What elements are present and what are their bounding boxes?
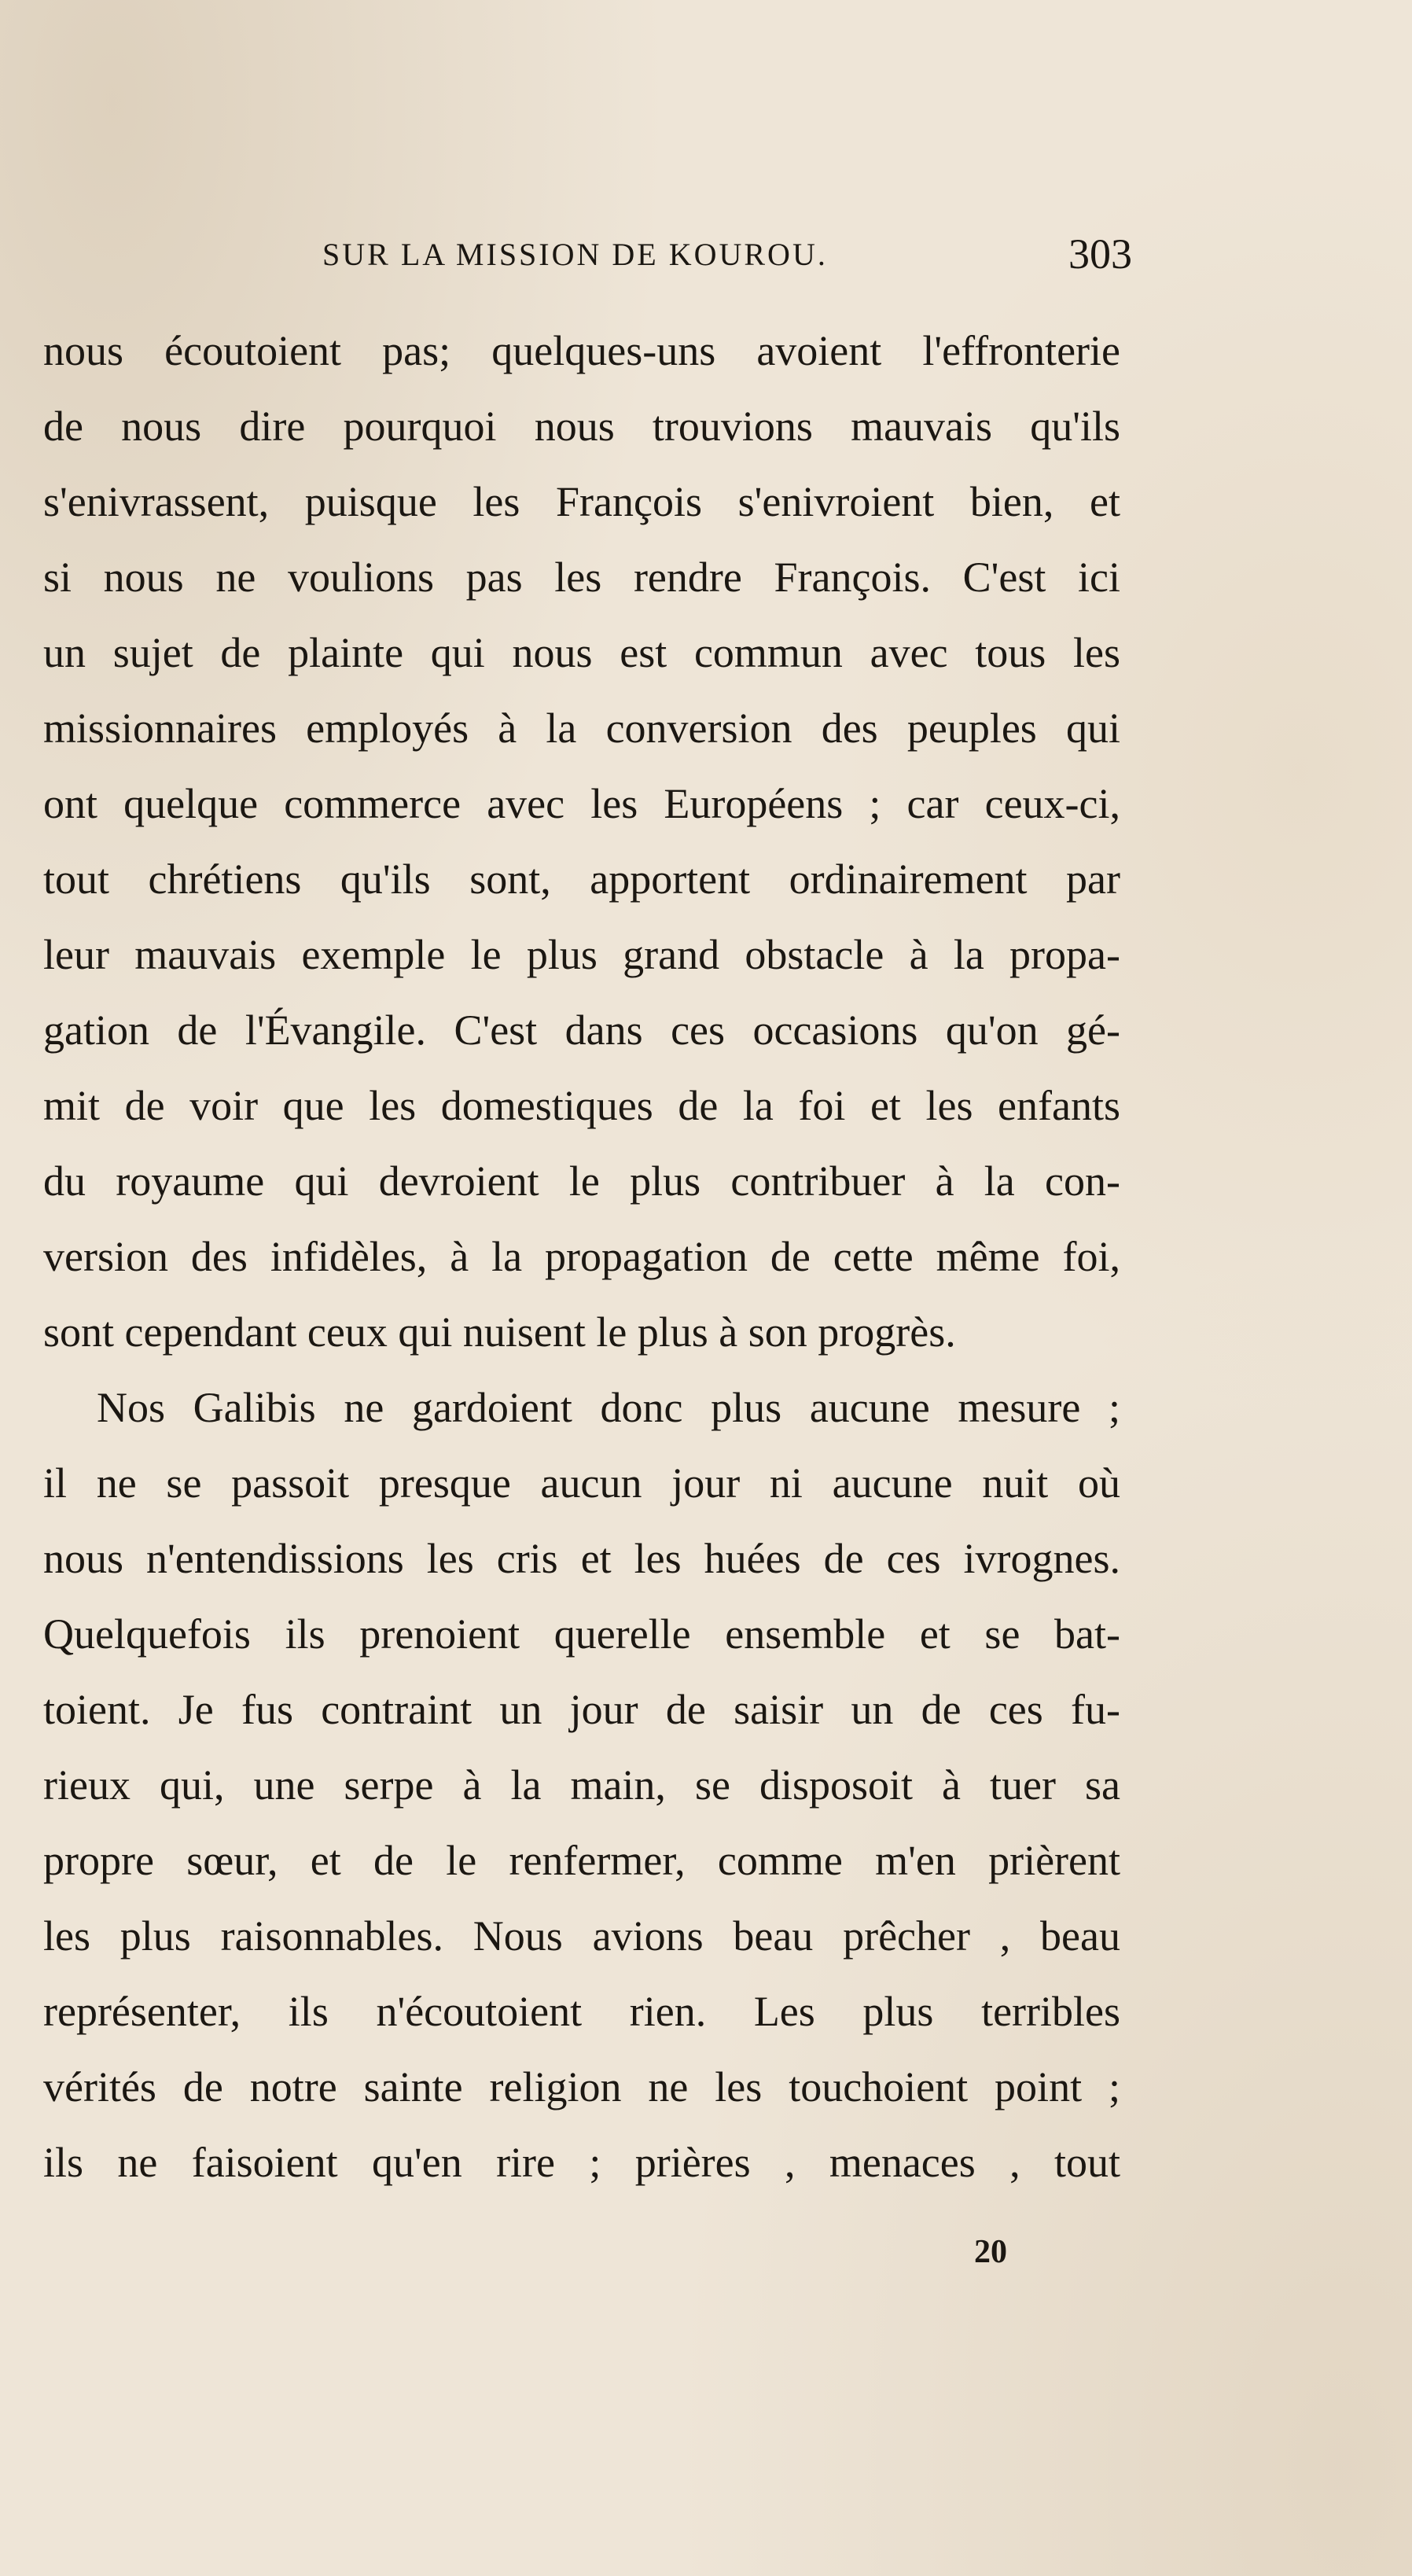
text-line: missionnaires employés à la conversion des peuples qui xyxy=(43,705,1120,752)
text-line: propre sœur, et de le renfermer, comme m'en prièrent xyxy=(43,1837,1120,1884)
text-line: nous écoutoient pas; quelques-uns avoient l'effronterie xyxy=(43,327,1120,374)
text-line: tout chrétiens qu'ils sont, apportent ordinairement par xyxy=(43,856,1120,903)
text-line: si nous ne voulions pas les rendre François. C'est ici xyxy=(43,554,1120,601)
text-line: vérités de notre sainte religion ne les touchoient point ; xyxy=(43,2063,1120,2110)
text-line: un sujet de plainte qui nous est commun avec tous les xyxy=(43,629,1120,676)
paragraph-end-line: sont cependant ceux qui nuisent le plus à son progrès. xyxy=(43,1308,956,1356)
signature-mark: 20 xyxy=(974,2234,1007,2270)
text-line: leur mauvais exemple le plus grand obstacle à la propa- xyxy=(43,931,1120,978)
text-line: nous n'entendissions les cris et les huées de ces ivrognes. xyxy=(43,1535,1120,1582)
text-line: il ne se passoit presque aucun jour ni aucune nuit où xyxy=(43,1459,1120,1507)
text-line: Quelquefois ils prenoient querelle ensemble et se bat- xyxy=(43,1610,1120,1658)
text-line: version des infidèles, à la propagation de cette même foi, xyxy=(43,1233,1120,1280)
page-number: 303 xyxy=(1068,230,1132,278)
text-line: ont quelque commerce avec les Européens ; car ceux-ci, xyxy=(43,780,1120,827)
text-line: mit de voir que les domestiques de la foi et les enfants xyxy=(43,1082,1120,1129)
text-line: toient. Je fus contraint un jour de saisir un de ces fu- xyxy=(43,1686,1120,1733)
text-line: représenter, ils n'écoutoient rien. Les plus terribles xyxy=(43,1988,1120,2035)
text-line: ils ne faisoient qu'en rire ; prières , menaces , tout xyxy=(43,2139,1120,2186)
text-line: gation de l'Évangile. C'est dans ces occasions qu'on gé- xyxy=(43,1006,1120,1054)
text-line: rieux qui, une serpe à la main, se disposoit à tuer sa xyxy=(43,1761,1120,1809)
text-line: les plus raisonnables. Nous avions beau prêcher , beau xyxy=(43,1912,1120,1960)
text-line: s'enivrassent, puisque les François s'enivroient bien, et xyxy=(43,478,1120,525)
body-text xyxy=(43,313,1120,2200)
text-line: du royaume qui devroient le plus contribuer à la con- xyxy=(43,1157,1120,1205)
text-line: de nous dire pourquoi nous trouvions mauvais qu'ils xyxy=(43,403,1120,450)
paragraph-first-line: Nos Galibis ne gardoient donc plus aucune mesure ; xyxy=(97,1384,1120,1431)
running-head: SUR LA MISSION DE KOUROU. xyxy=(322,237,828,272)
